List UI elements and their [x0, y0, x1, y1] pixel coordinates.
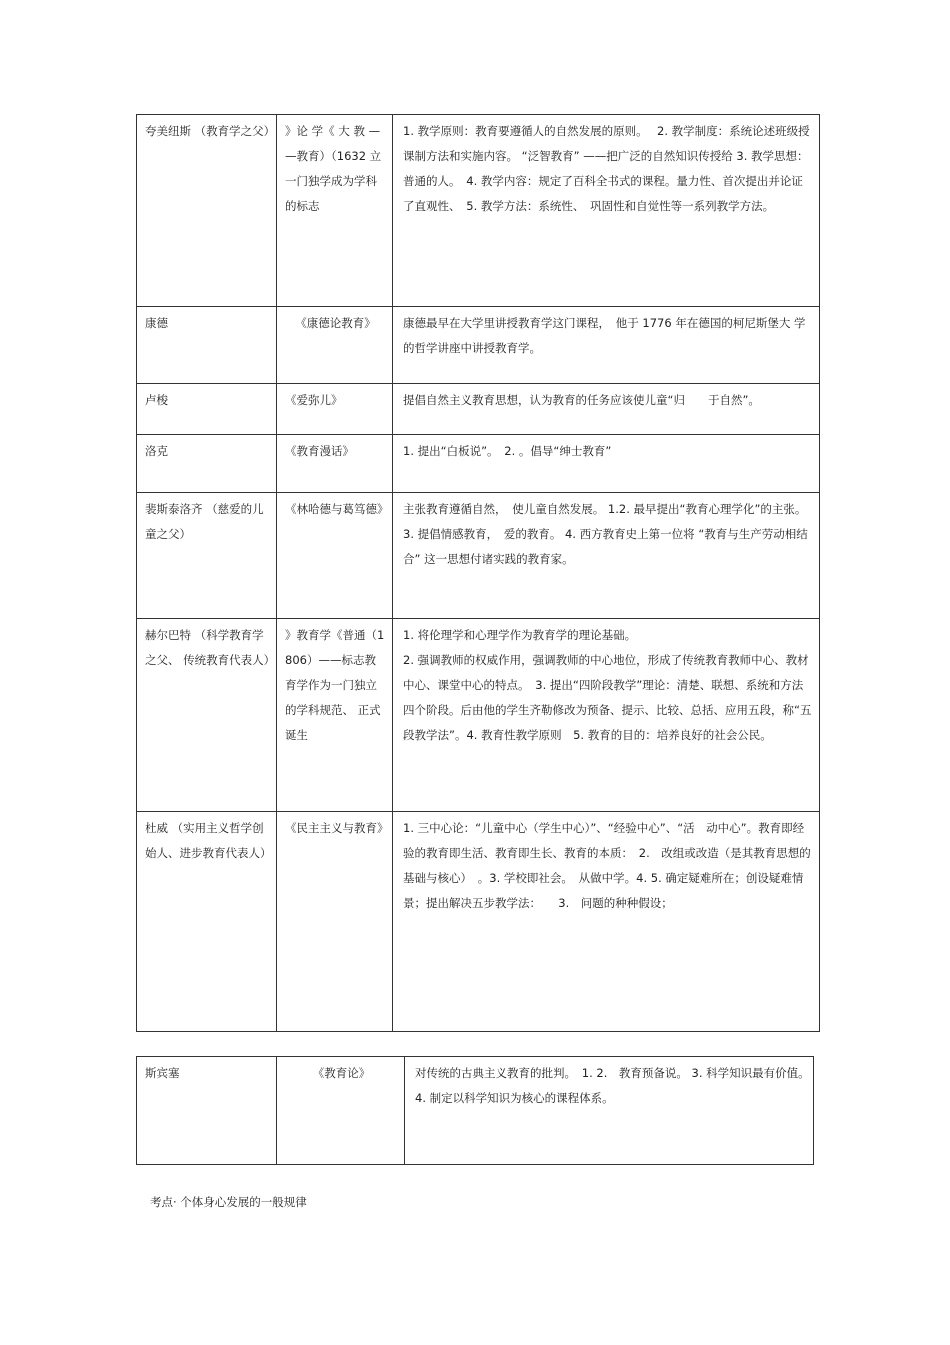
- table-row: [137, 1057, 814, 1165]
- table-row: [137, 115, 820, 307]
- educator-name: 卢梭: [137, 384, 277, 435]
- educator-contribution: 对传统的古典主义教育的批判。 1. 2. 教育预备说。 3. 科学知识最有价值。 4. 制定以科学知识为核心的课程体系。: [405, 1057, 814, 1165]
- educator-work: 《林哈德与葛笃德》: [277, 493, 393, 619]
- educator-work: 》论 学《 大 教 — —教育）（1632 立一门独学成为学科的标志: [277, 115, 393, 307]
- educator-contribution: 主张教育遵循自然， 使儿童自然发展。 1.2. 最早提出“教育心理学化”的主张。 3. 提倡情感教育， 爱的教育。 4. 西方教育史上第一位将 “教育与生产劳动相结合” 这一思想付诸实践的教育家。: [393, 493, 820, 619]
- table-row: [137, 619, 820, 812]
- educators-table-continued: [136, 1056, 814, 1165]
- educator-contribution: [393, 619, 820, 812]
- educator-name: 杜威 （实用主义哲学创始人、进步教育代表人）: [137, 812, 277, 1032]
- table-row: [137, 435, 820, 493]
- educator-name: 洛克: [137, 435, 277, 493]
- contribution-line: 1. 将伦理学和心理学作为教育学的理论基础。: [403, 628, 637, 642]
- educator-work: 》教育学《普通（1806）——标志教育学作为一门独立的学科规范、 正式诞生: [277, 619, 393, 812]
- educator-contribution: 康德最早在大学里讲授教育学这门课程， 他于 1776 年在德国的柯尼斯堡大 学的哲学讲座中讲授教育学。: [393, 307, 820, 384]
- educator-contribution: 提倡自然主义教育思想，认为教育的任务应该使儿童“归 于自然”。: [393, 384, 820, 435]
- educator-work: 《教育论》: [277, 1057, 405, 1165]
- educator-work: 《爱弥儿》: [277, 384, 393, 435]
- table-row: [137, 307, 820, 384]
- educator-name: 斯宾塞: [137, 1057, 277, 1165]
- table-row: [137, 493, 820, 619]
- educator-name: 裴斯泰洛齐 （慈爱的儿童之父）: [137, 493, 277, 619]
- educator-name: 赫尔巴特 （科学教育学之父、 传统教育代表人）: [137, 619, 277, 812]
- educator-contribution: 1. 教学原则：教育要遵循人的自然发展的原则。 2. 教学制度：系统论述班级授课制方法和实施内容。 “泛智教育” ——把广泛的自然知识传授给 3. 教学思想： 普通的人。 4. 教学内容：规定了百科全书式的课程。量力性、首次提出并论证了直观性、 5. 教学方法：系统性、 巩固性和自觉性等一系列教学方法。: [393, 115, 820, 307]
- educator-contribution: 1. 提出“白板说”。 2. 。倡导“绅士教育”: [393, 435, 820, 493]
- exam-point-heading: 考点· 个体身心发展的一般规律: [150, 1195, 307, 1209]
- educator-work: 《民主主义与教育》: [277, 812, 393, 1032]
- educator-name: 康德: [137, 307, 277, 384]
- educator-work: 《康德论教育》: [277, 307, 393, 384]
- educators-table: [136, 114, 820, 1032]
- educator-name: 夸美纽斯 （教育学之父）: [137, 115, 277, 307]
- table-row: [137, 812, 820, 1032]
- educator-work: 《教育漫话》: [277, 435, 393, 493]
- educator-contribution: 1. 三中心论：“儿童中心（学生中心）”、“经验中心”、“活 动中心”。教育即经验的教育即生活、教育即生长、教育的本质： 2. 改组或改造（是其教育思想的基础与核心） 。3. 学校即社会。 从做中学。4. 5. 确定疑难所在；创设疑难情景；提出解决五步教学法： 3. 问题的种种假设；: [393, 812, 820, 1032]
- contribution-line: 2. 强调教师的权威作用，强调教师的中心地位，形成了传统教育教师中心、教材中心、课堂中心的特点。 3. 提出“四阶段教学”理论：清楚、联想、系统和方法四个阶段。后由他的学生齐勒修改为预备、提示、比较、总括、应用五段，称“五段教学法”。4. 教育性教学原则 5. 教育的目的：培养良好的社会公民。: [403, 653, 812, 742]
- table-row: [137, 384, 820, 435]
